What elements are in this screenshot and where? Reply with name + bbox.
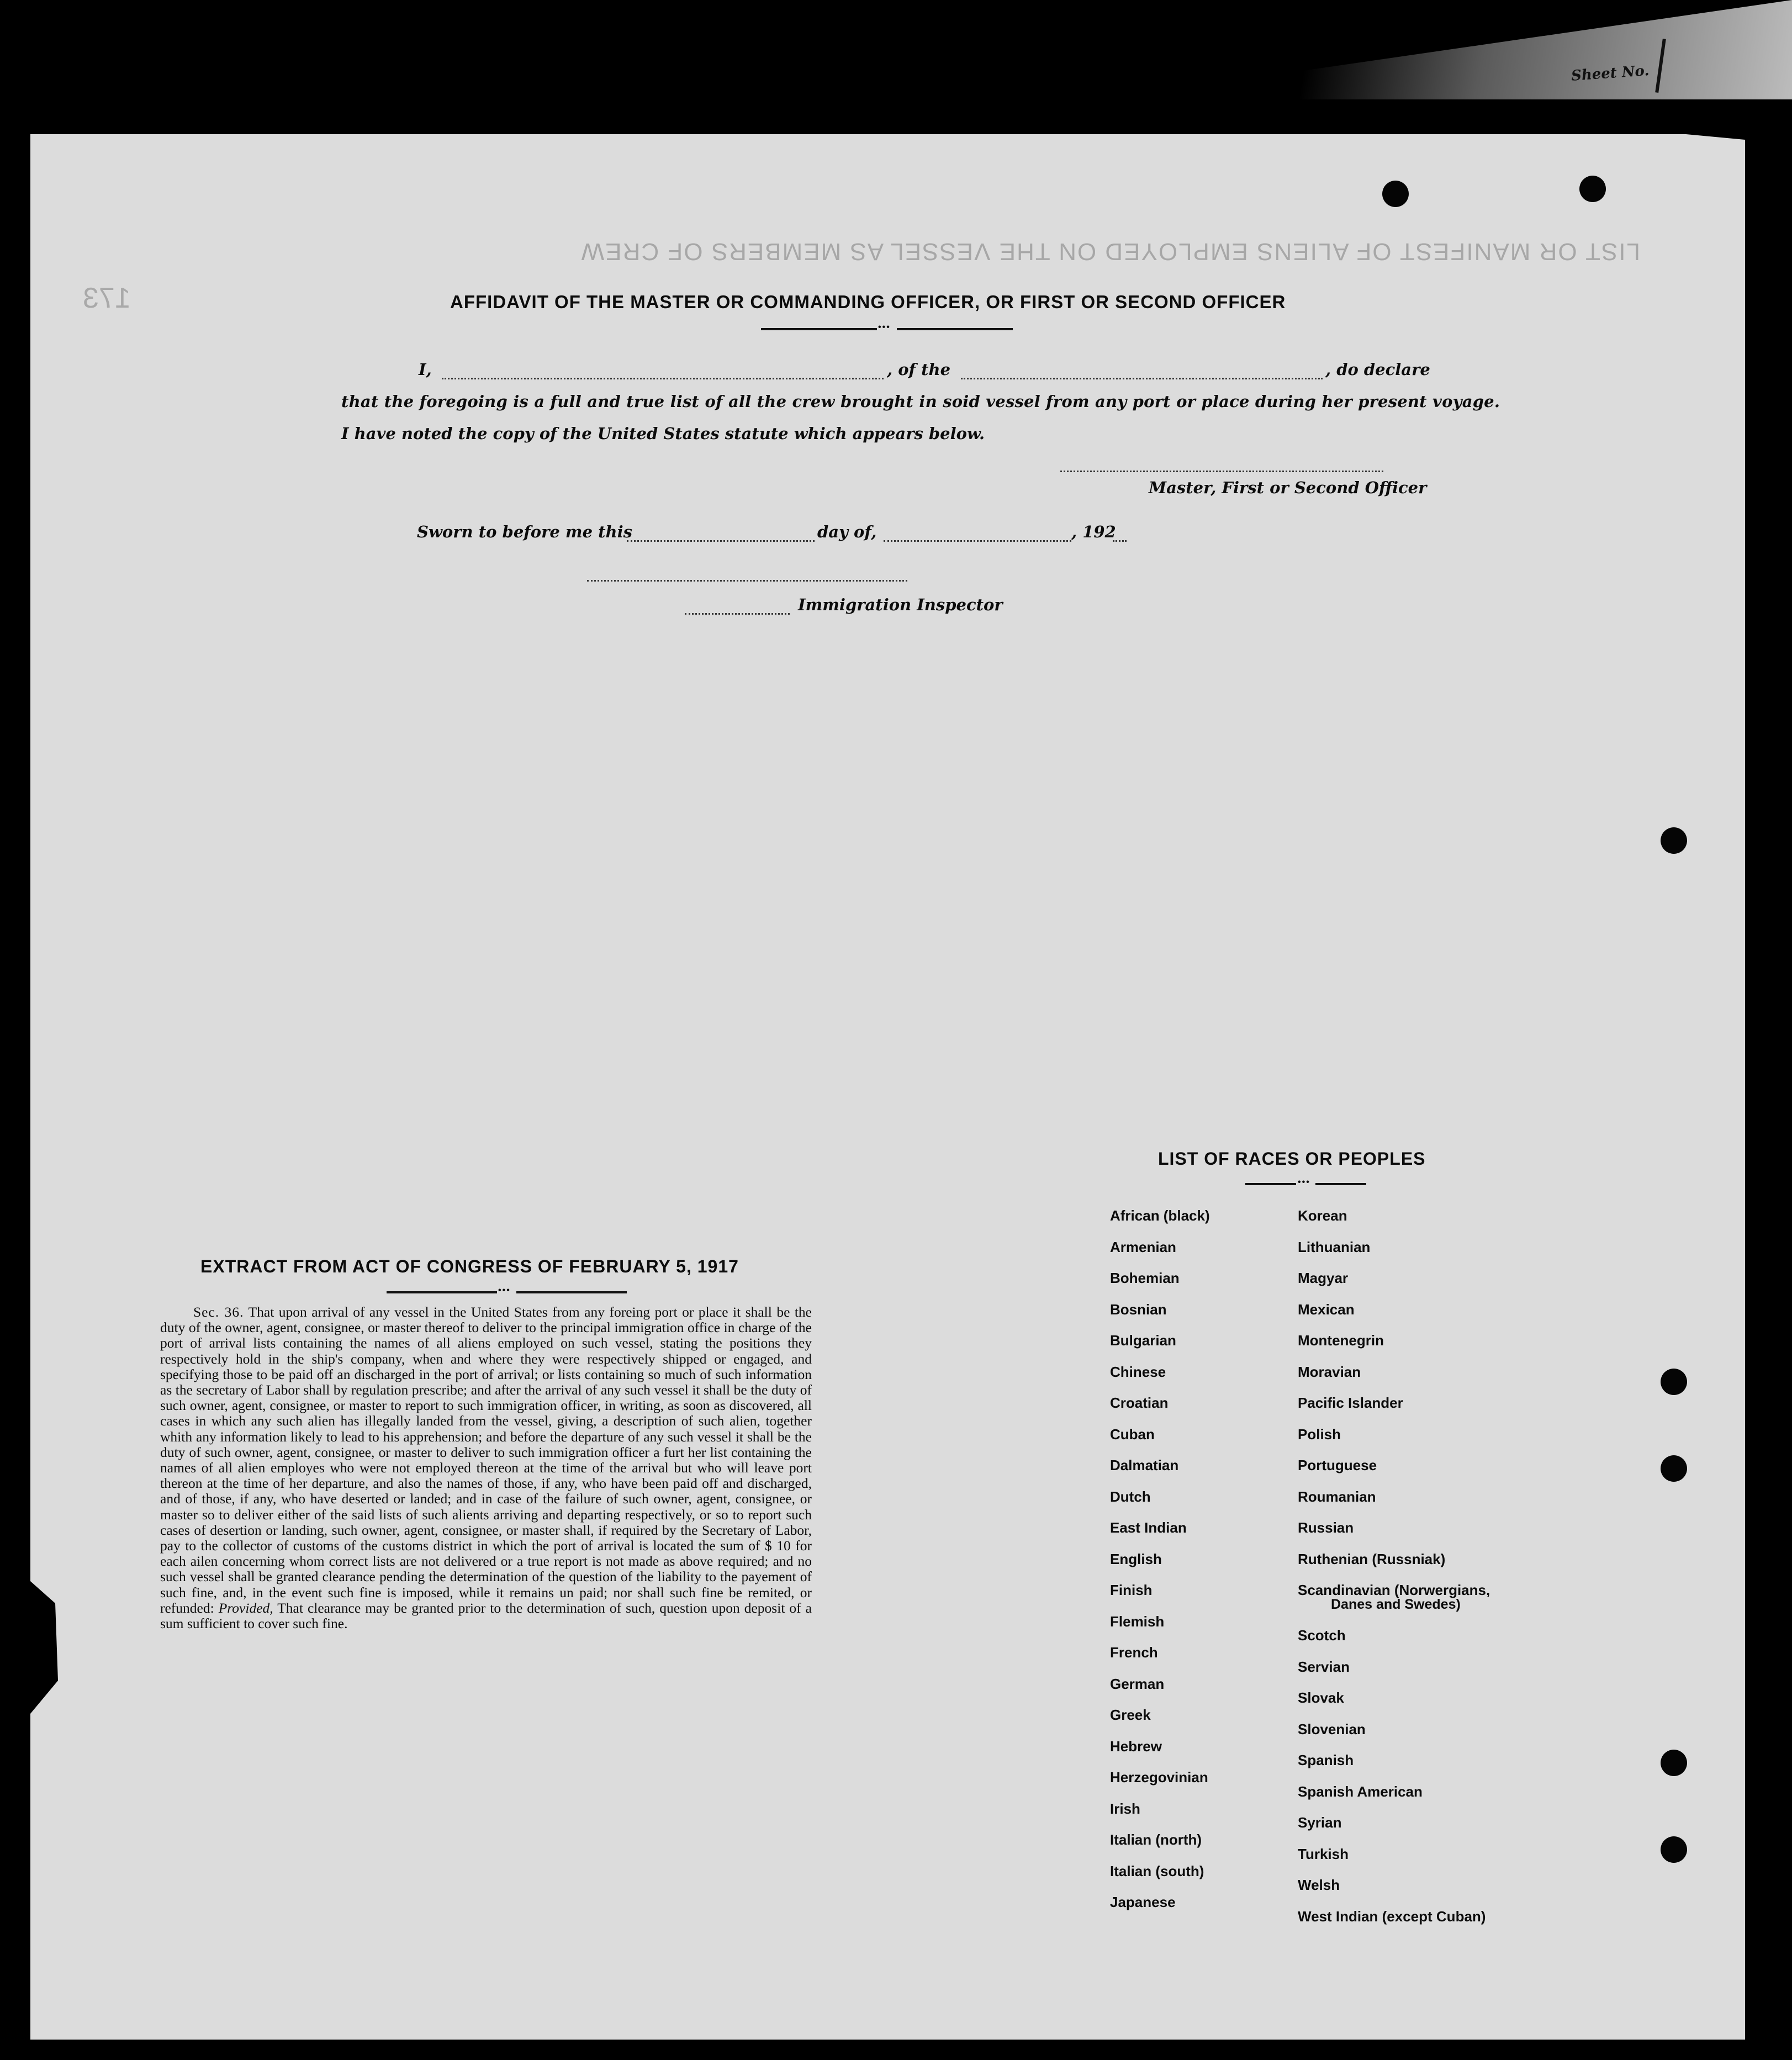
race-item: Flemish [1110,1613,1165,1630]
sworn-year-field[interactable] [1113,540,1127,542]
race-item: Herzegovinian [1110,1769,1208,1786]
race-item: Magyar [1298,1270,1349,1286]
race-item: Japanese [1110,1894,1176,1910]
race-item: Italian (north) [1110,1831,1202,1848]
race-item: East Indian [1110,1519,1187,1536]
punch-hole [1579,176,1606,202]
sworn-day-of: day of, [817,522,877,541]
punch-hole [1661,1750,1687,1776]
race-item: Bohemian [1110,1270,1180,1286]
race-item: Croatian [1110,1395,1169,1411]
race-item: Moravian [1298,1363,1361,1380]
punch-hole [1661,1369,1687,1395]
race-item: Irish [1110,1800,1140,1817]
race-item: Welsh [1298,1877,1340,1893]
punch-hole [1661,1455,1687,1482]
race-item: Cuban [1110,1425,1155,1443]
race-item: Mexican [1298,1301,1355,1318]
race-item: Roumanian [1298,1488,1376,1505]
sheet-number-label: Sheet No. [1571,62,1650,84]
vessel-field[interactable] [961,378,1323,379]
affidavit-line2: that the foregoing is a full and true list of all the crew brought in soid vessel from any port or place during her present voyage. [341,392,1500,411]
officer-signature-field[interactable] [1060,471,1383,472]
sworn-month-field[interactable] [884,540,1071,542]
sworn-year-prefix: , 192 [1071,522,1116,541]
race-item: Italian (south) [1110,1862,1204,1879]
divider-rule [761,328,877,330]
race-item: Pacific Islander [1298,1395,1403,1411]
affidavit-line1-end: , do declare [1325,360,1430,379]
race-item: Chinese [1110,1363,1166,1380]
race-item: Scotch [1298,1627,1346,1644]
race-item: Korean [1298,1207,1347,1224]
race-item: Slovenian [1298,1720,1366,1737]
affidavit-line1-mid: , of the [887,360,951,379]
divider-rule [387,1291,497,1293]
punch-hole [1661,827,1687,854]
race-item: Polish [1298,1425,1341,1443]
divider-rule [516,1291,627,1293]
races-right-column [1298,1200,1490,1932]
sheet-tab [1104,0,1792,99]
race-item: Scandinavian (Norwergians, [1298,1582,1490,1598]
race-item: Spanish [1298,1752,1354,1768]
extract-title: EXTRACT FROM ACT OF CONGRESS OF FEBRUARY 5, 1917 [200,1256,739,1276]
race-item: English [1110,1550,1162,1567]
race-item: Portuguese [1298,1457,1377,1473]
affidavit-title: AFFIDAVIT OF THE MASTER OR COMMANDING OFFICER, OR FIRST OR SECOND OFFICER [450,292,1286,312]
statute-extract-text [160,1304,812,1631]
race-item: Hebrew [1110,1737,1162,1755]
races-left-column [1110,1200,1210,1918]
race-item: Servian [1298,1658,1350,1675]
divider-rule [1315,1183,1366,1185]
race-item: Lithuanian [1298,1238,1371,1255]
races-title: LIST OF RACES OR PEOPLES [1158,1149,1426,1169]
inspector-name-field[interactable] [685,613,790,615]
race-item: Syrian [1298,1814,1342,1831]
race-item: Slovak [1298,1689,1344,1706]
divider-dots: ••• [498,1286,511,1295]
statute-provided: Provided, [218,1599,273,1616]
race-item: Bosnian [1110,1301,1167,1318]
race-item: Russian [1298,1519,1354,1536]
race-item: German [1110,1675,1165,1692]
race-item: Spanish American [1298,1783,1423,1800]
statute-body: That upon arrival of any vessel in the United States from any foreing port or place it shall be the duty of the owner, agent, consignee, or master thereof to deliver to the principal immigration office in charge of the port of arrival lists containing the names of all aliens employed on such vessel, stating the positions they respectively hold in the ship's company, when and where they were respectively shipped or engaged, and specifying those to be paid off an discharged in the port of arrival; or lists containing so much of such information as the secretary of Labor shall by regulation prescribe; and after the arrival of any such vessel it shall be the duty of such owner, agent, consignee, or master to report to such immigration officer, in writing, as soon as discovered, all cases in which any such alien has illegally landed from the vessel, giving, a description of such alien, together whith any information likely to lead to his apprehension; and before the departure of any such vessel it shall be the duty of such owner, agent, consignee, or master to deliver to such immigration officer a furt her list containing the names of all alien employes who were not employed thereon at the time of the arrival but who will leave port thereon at the time of her departure, and also the names of those, if any, who have been paid off and discharged, and of those, if any, who have deserted or landed; and in case of the failure of such owner, agent, consignee, or master so to deliver either of the said lists of such alients arriving and departing respectively, or so to report such cases of desertion or landing, such owner, agent, consignee, or master shall, if required by the Secretary of Labor, pay to the collector of customs of the customs district in which the port of arrival is located the sum of $ 10 for each ailen concerning whom correct lists are not delivered or a true report is not made as above required; and no such vessel shall be granted clearance pending the determination of the question of the liability to the payement of such fine, and, in the event such fine is imposed, while it remains un paid; nor shall such fine be remited, or refunded: [160,1304,812,1616]
race-item: Greek [1110,1707,1151,1723]
race-item: Dutch [1110,1488,1151,1505]
punch-hole [1661,1836,1687,1863]
divider-dots: ••• [878,323,891,332]
race-item: Finish [1110,1582,1153,1598]
punch-hole [1382,181,1409,207]
affidavit-line3: I have noted the copy of the United States statute which appears below. [341,424,985,443]
statute-end: That clearance may be granted prior to the determination of such, question upon deposit of a sum sufficient to cover such fine. [160,1599,812,1632]
race-item: Armenian [1110,1238,1176,1255]
race-item: French [1110,1644,1158,1661]
divider-rule [1245,1183,1296,1185]
race-item: Ruthenian (Russniak) [1298,1550,1446,1567]
race-item: Bulgarian [1110,1332,1176,1349]
sworn-statement: Sworn to before me this [417,522,632,541]
sworn-day-field[interactable] [627,540,815,542]
race-item: Danes and Swedes) [1331,1597,1461,1612]
race-item: African (black) [1110,1207,1210,1224]
bleed-through-title: LIST OR MANIFEST OF ALIENS EMPLOYED ON THE VESSEL AS MEMBERS OF CREW [580,238,1640,265]
section-number: Sec. 36. [193,1304,244,1320]
officer-signature-label: Master, First or Second Officer [1149,478,1427,497]
inspector-label: Immigration Inspector [798,595,1003,614]
affidavit-line1-start: I, [419,360,432,379]
divider-dots: ••• [1298,1177,1310,1187]
race-item: Turkish [1298,1845,1349,1862]
name-field[interactable] [442,378,884,379]
race-item: West Indian (except Cuban) [1298,1908,1486,1925]
race-item: Montenegrin [1298,1332,1384,1349]
race-item: Dalmatian [1110,1457,1179,1473]
inspector-signature-field[interactable] [587,580,907,582]
bleed-through-number: 173 [83,282,131,314]
divider-rule [897,328,1013,330]
